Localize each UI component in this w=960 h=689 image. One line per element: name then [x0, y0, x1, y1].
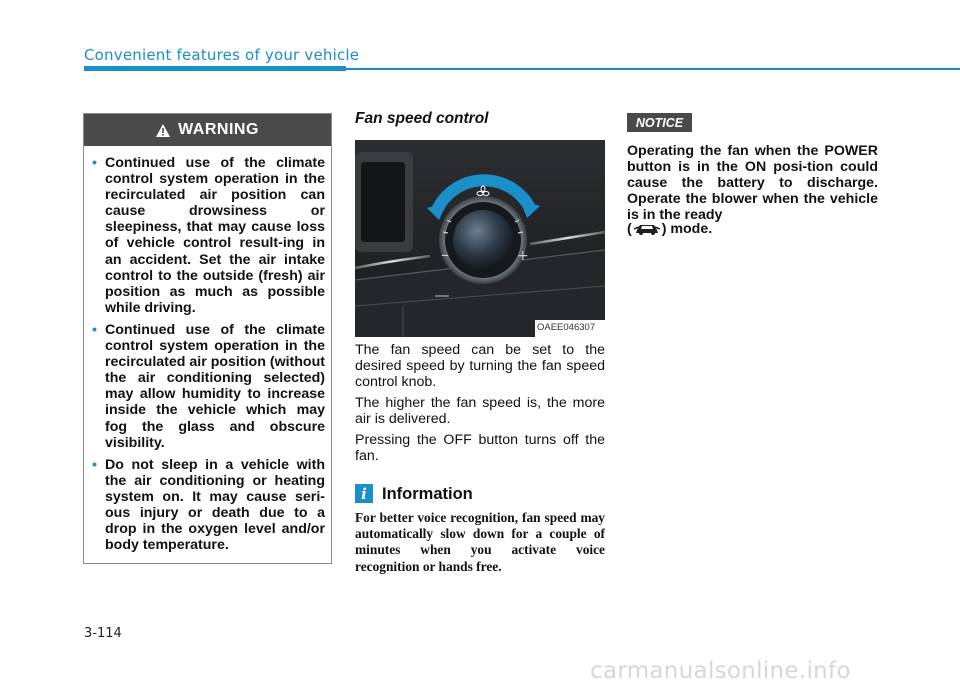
header-rule-thin: [346, 68, 960, 70]
section-title: Convenient features of your vehicle: [84, 46, 360, 64]
ready-car-icon: [634, 222, 660, 236]
image-code: OAEE046307: [537, 322, 596, 333]
notice-mode-line: [627, 221, 712, 237]
warning-item: • Continued use of the climate control system operation in the recirculated air position (without the air conditioning selected) may allow humidity to increase inside the vehicle which may fog the glass and obscure visibility.: [92, 321, 325, 451]
fan-paragraph: The higher the fan speed is, the more air is delivered.: [355, 395, 605, 428]
knob-minus-label: –: [441, 245, 449, 264]
warning-header: [84, 114, 331, 146]
fan-paragraph: Pressing the OFF button turns off the fan.: [355, 432, 605, 465]
warning-triangle-icon: [156, 124, 170, 137]
information-title: Information: [382, 485, 473, 503]
warning-box: [83, 113, 332, 564]
warning-item: • Continued use of the climate control system operation in the recirculated air position can cause drowsiness or sleepiness, that may cause loss of vehicle control result-ing in an accident. Set the air intake control to the outside (fresh) air position as much as possible while driving.: [92, 155, 325, 316]
information-icon: i: [355, 484, 373, 503]
header-rule-thick: [84, 66, 346, 71]
notice-open-paren: (: [627, 221, 632, 237]
warning-list: [84, 146, 331, 553]
knob-plus-label: +: [517, 248, 529, 264]
warning-item: • Do not sleep in a vehicle with the air conditioning or heating system on. It may cause seri-ous injury or death due to a drop in the oxygen level and/or body temperature.: [92, 456, 325, 554]
notice-text: Operating the fan when the POWER button is in the ON posi-tion could cause the battery to discharge. Operate the blower when the vehicle is in the ready: [627, 143, 878, 224]
page-number: 3-114: [84, 626, 122, 641]
fan-knob-photo: [355, 140, 605, 337]
bullet-dot: •: [92, 155, 97, 171]
notice-badge: NOTICE: [627, 113, 692, 132]
fan-speed-title: Fan speed control: [355, 110, 489, 127]
bullet-dot: •: [92, 321, 97, 338]
warning-title: WARNING: [178, 121, 259, 138]
information-text: For better voice recognition, fan speed may automatically slow down for a couple of minutes when you activate voice recognition or hands free.: [355, 510, 605, 574]
bullet-dot: •: [92, 456, 97, 473]
watermark: carmanualsonline.info: [590, 658, 851, 684]
fan-paragraph: The fan speed can be set to the desired speed by turning the fan speed control knob.: [355, 342, 605, 391]
notice-close-text: ) mode.: [661, 221, 713, 237]
